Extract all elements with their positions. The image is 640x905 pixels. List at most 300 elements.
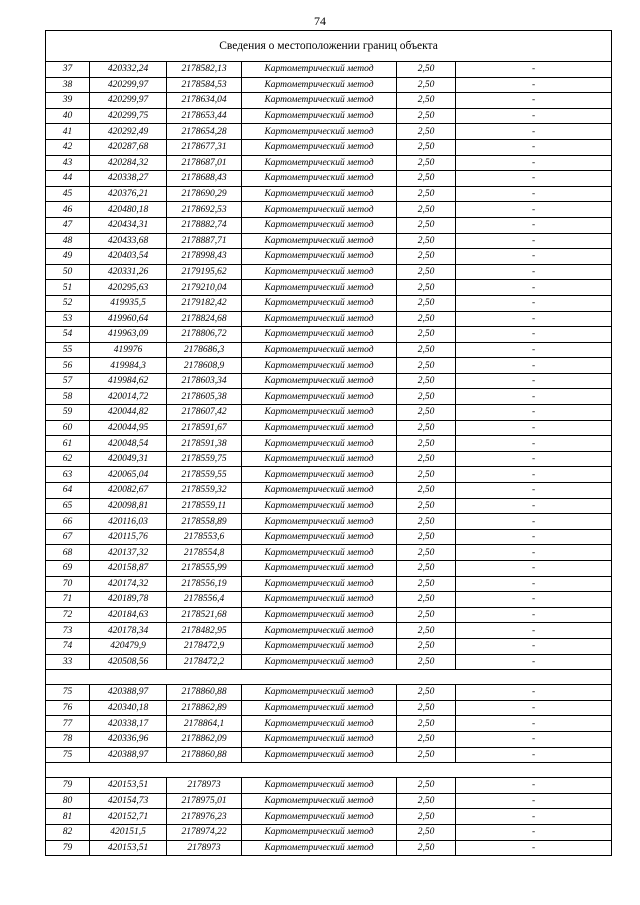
cell-point-number: 63	[46, 467, 90, 483]
cell-point-number: 41	[46, 124, 90, 140]
table-row	[46, 654, 612, 670]
cell-accuracy: 2,50	[397, 840, 456, 856]
table-title: Сведения о местоположении границ объекта	[46, 31, 612, 62]
cell-accuracy: 2,50	[397, 467, 456, 483]
cell-coord-x: 420014,72	[90, 389, 167, 405]
cell-description: -	[456, 186, 612, 202]
cell-coord-x: 420340,18	[90, 700, 167, 716]
table-row	[46, 62, 612, 78]
cell-description: -	[456, 233, 612, 249]
table-row	[46, 155, 612, 171]
cell-point-number: 67	[46, 529, 90, 545]
table-row	[46, 108, 612, 124]
cell-method: Картометрический метод	[242, 139, 397, 155]
cell-coord-y: 2178559,55	[167, 467, 242, 483]
cell-description: -	[456, 358, 612, 374]
cell-description: -	[456, 405, 612, 421]
cell-coord-y: 2178607,42	[167, 405, 242, 421]
cell-method: Картометрический метод	[242, 93, 397, 109]
cell-coord-x: 420287,68	[90, 139, 167, 155]
table-row	[46, 280, 612, 296]
cell-coord-y: 2178692,53	[167, 202, 242, 218]
cell-coord-y: 2178998,43	[167, 249, 242, 265]
cell-coord-x: 420151,5	[90, 824, 167, 840]
table-row	[46, 793, 612, 809]
cell-coord-y: 2178882,74	[167, 217, 242, 233]
cell-coord-y: 2178472,9	[167, 638, 242, 654]
cell-coord-x: 419963,09	[90, 327, 167, 343]
cell-method: Картометрический метод	[242, 747, 397, 763]
cell-description: -	[456, 436, 612, 452]
cell-description: -	[456, 716, 612, 732]
cell-accuracy: 2,50	[397, 623, 456, 639]
cell-point-number: 72	[46, 607, 90, 623]
cell-coord-x: 420044,95	[90, 420, 167, 436]
cell-accuracy: 2,50	[397, 280, 456, 296]
table-row	[46, 716, 612, 732]
cell-point-number: 78	[46, 731, 90, 747]
cell-description: -	[456, 124, 612, 140]
cell-method: Картометрический метод	[242, 405, 397, 421]
cell-coord-x: 420154,73	[90, 793, 167, 809]
cell-coord-x: 420338,17	[90, 716, 167, 732]
cell-method: Картометрический метод	[242, 186, 397, 202]
cell-coord-x: 419976	[90, 342, 167, 358]
cell-accuracy: 2,50	[397, 93, 456, 109]
cell-coord-x: 420299,97	[90, 77, 167, 93]
cell-coord-y: 2178608,9	[167, 358, 242, 374]
cell-description: -	[456, 311, 612, 327]
table-row	[46, 545, 612, 561]
cell-coord-x: 420336,96	[90, 731, 167, 747]
cell-coord-y: 2178975,01	[167, 793, 242, 809]
table-row	[46, 638, 612, 654]
table-row	[46, 249, 612, 265]
table-row	[46, 217, 612, 233]
boundary-table	[45, 30, 612, 856]
cell-coord-y: 2178558,89	[167, 514, 242, 530]
cell-accuracy: 2,50	[397, 358, 456, 374]
cell-point-number: 76	[46, 700, 90, 716]
cell-description: -	[456, 592, 612, 608]
table-row	[46, 747, 612, 763]
cell-coord-y: 2178559,32	[167, 483, 242, 499]
cell-coord-y: 2178521,68	[167, 607, 242, 623]
separator-cell	[242, 763, 397, 778]
cell-coord-y: 2179182,42	[167, 295, 242, 311]
cell-coord-y: 2178677,31	[167, 139, 242, 155]
table-row	[46, 77, 612, 93]
cell-coord-x: 420433,68	[90, 233, 167, 249]
cell-method: Картометрический метод	[242, 731, 397, 747]
cell-method: Картометрический метод	[242, 607, 397, 623]
cell-method: Картометрический метод	[242, 373, 397, 389]
cell-method: Картометрический метод	[242, 108, 397, 124]
table-row	[46, 623, 612, 639]
cell-description: -	[456, 793, 612, 809]
cell-description: -	[456, 155, 612, 171]
cell-accuracy: 2,50	[397, 295, 456, 311]
cell-coord-x: 420098,81	[90, 498, 167, 514]
cell-method: Картометрический метод	[242, 280, 397, 296]
cell-coord-y: 2178634,04	[167, 93, 242, 109]
table-row	[46, 529, 612, 545]
cell-point-number: 54	[46, 327, 90, 343]
cell-coord-y: 2178653,44	[167, 108, 242, 124]
cell-point-number: 69	[46, 561, 90, 577]
cell-accuracy: 2,50	[397, 233, 456, 249]
cell-method: Картометрический метод	[242, 420, 397, 436]
page-number: 74	[314, 14, 326, 28]
cell-coord-x: 419984,62	[90, 373, 167, 389]
cell-coord-x: 420403,54	[90, 249, 167, 265]
cell-method: Картометрический метод	[242, 311, 397, 327]
cell-coord-y: 2178976,23	[167, 809, 242, 825]
cell-accuracy: 2,50	[397, 451, 456, 467]
cell-point-number: 59	[46, 405, 90, 421]
table-row	[46, 327, 612, 343]
table-row	[46, 451, 612, 467]
group-separator-row	[46, 670, 612, 685]
table-row	[46, 295, 612, 311]
cell-description: -	[456, 93, 612, 109]
cell-coord-y: 2178555,99	[167, 561, 242, 577]
cell-method: Картометрический метод	[242, 809, 397, 825]
table-row	[46, 483, 612, 499]
cell-method: Картометрический метод	[242, 233, 397, 249]
cell-coord-x: 420292,49	[90, 124, 167, 140]
cell-description: -	[456, 62, 612, 78]
cell-coord-x: 419984,3	[90, 358, 167, 374]
cell-coord-y: 2178654,28	[167, 124, 242, 140]
cell-coord-x: 420299,75	[90, 108, 167, 124]
cell-coord-y: 2178973	[167, 778, 242, 794]
cell-point-number: 68	[46, 545, 90, 561]
separator-cell	[167, 763, 242, 778]
table-row	[46, 186, 612, 202]
cell-coord-x: 420082,67	[90, 483, 167, 499]
cell-accuracy: 2,50	[397, 202, 456, 218]
cell-accuracy: 2,50	[397, 731, 456, 747]
cell-point-number: 33	[46, 654, 90, 670]
separator-cell	[167, 670, 242, 685]
cell-coord-y: 2178591,67	[167, 420, 242, 436]
cell-point-number: 80	[46, 793, 90, 809]
cell-point-number: 75	[46, 747, 90, 763]
separator-cell	[397, 763, 456, 778]
cell-coord-x: 420338,27	[90, 171, 167, 187]
cell-description: -	[456, 483, 612, 499]
cell-coord-x: 420065,04	[90, 467, 167, 483]
cell-description: -	[456, 498, 612, 514]
cell-description: -	[456, 529, 612, 545]
table-row	[46, 592, 612, 608]
cell-point-number: 79	[46, 778, 90, 794]
separator-cell	[90, 763, 167, 778]
boundary-table-body	[46, 31, 612, 856]
cell-coord-y: 2178482,95	[167, 623, 242, 639]
cell-description: -	[456, 202, 612, 218]
cell-point-number: 39	[46, 93, 90, 109]
table-row	[46, 498, 612, 514]
table-row	[46, 124, 612, 140]
cell-description: -	[456, 607, 612, 623]
table-row	[46, 840, 612, 856]
cell-coord-y: 2178806,72	[167, 327, 242, 343]
cell-description: -	[456, 249, 612, 265]
cell-coord-x: 420049,31	[90, 451, 167, 467]
cell-coord-x: 420116,03	[90, 514, 167, 530]
cell-point-number: 82	[46, 824, 90, 840]
cell-description: -	[456, 623, 612, 639]
cell-point-number: 57	[46, 373, 90, 389]
cell-coord-y: 2178862,89	[167, 700, 242, 716]
cell-accuracy: 2,50	[397, 809, 456, 825]
cell-point-number: 47	[46, 217, 90, 233]
cell-accuracy: 2,50	[397, 155, 456, 171]
cell-method: Картометрический метод	[242, 451, 397, 467]
cell-coord-y: 2179210,04	[167, 280, 242, 296]
cell-accuracy: 2,50	[397, 716, 456, 732]
cell-coord-y: 2178974,22	[167, 824, 242, 840]
cell-point-number: 73	[46, 623, 90, 639]
table-row	[46, 436, 612, 452]
cell-point-number: 71	[46, 592, 90, 608]
cell-point-number: 60	[46, 420, 90, 436]
cell-coord-x: 420158,87	[90, 561, 167, 577]
cell-point-number: 64	[46, 483, 90, 499]
cell-coord-x: 420048,54	[90, 436, 167, 452]
cell-coord-x: 420299,97	[90, 93, 167, 109]
cell-point-number: 74	[46, 638, 90, 654]
cell-method: Картометрический метод	[242, 623, 397, 639]
cell-coord-x: 420115,76	[90, 529, 167, 545]
cell-coord-x: 420388,97	[90, 747, 167, 763]
cell-method: Картометрический метод	[242, 824, 397, 840]
cell-description: -	[456, 638, 612, 654]
cell-description: -	[456, 139, 612, 155]
table-row	[46, 389, 612, 405]
cell-coord-y: 2179195,62	[167, 264, 242, 280]
cell-method: Картометрический метод	[242, 249, 397, 265]
cell-description: -	[456, 373, 612, 389]
cell-description: -	[456, 545, 612, 561]
cell-accuracy: 2,50	[397, 77, 456, 93]
separator-cell	[46, 763, 90, 778]
table-row	[46, 700, 612, 716]
table-row	[46, 685, 612, 701]
cell-description: -	[456, 467, 612, 483]
cell-coord-x: 420178,34	[90, 623, 167, 639]
cell-description: -	[456, 451, 612, 467]
table-row	[46, 731, 612, 747]
cell-accuracy: 2,50	[397, 171, 456, 187]
cell-accuracy: 2,50	[397, 793, 456, 809]
cell-point-number: 46	[46, 202, 90, 218]
cell-description: -	[456, 342, 612, 358]
cell-method: Картометрический метод	[242, 467, 397, 483]
cell-coord-x: 419935,5	[90, 295, 167, 311]
cell-point-number: 38	[46, 77, 90, 93]
cell-description: -	[456, 747, 612, 763]
cell-coord-y: 2178559,75	[167, 451, 242, 467]
cell-method: Картометрический метод	[242, 498, 397, 514]
table-row	[46, 93, 612, 109]
cell-description: -	[456, 389, 612, 405]
cell-coord-x: 420174,32	[90, 576, 167, 592]
cell-accuracy: 2,50	[397, 576, 456, 592]
cell-method: Картометрический метод	[242, 327, 397, 343]
cell-accuracy: 2,50	[397, 545, 456, 561]
cell-method: Картометрический метод	[242, 685, 397, 701]
cell-description: -	[456, 654, 612, 670]
cell-coord-y: 2178864,1	[167, 716, 242, 732]
cell-coord-y: 2178605,38	[167, 389, 242, 405]
cell-point-number: 65	[46, 498, 90, 514]
cell-method: Картометрический метод	[242, 700, 397, 716]
cell-accuracy: 2,50	[397, 186, 456, 202]
cell-description: -	[456, 700, 612, 716]
cell-point-number: 56	[46, 358, 90, 374]
separator-cell	[242, 670, 397, 685]
group-separator-row	[46, 763, 612, 778]
cell-method: Картометрический метод	[242, 545, 397, 561]
cell-point-number: 53	[46, 311, 90, 327]
cell-coord-y: 2178472,2	[167, 654, 242, 670]
cell-description: -	[456, 280, 612, 296]
cell-accuracy: 2,50	[397, 124, 456, 140]
separator-cell	[46, 670, 90, 685]
cell-method: Картометрический метод	[242, 483, 397, 499]
table-row	[46, 373, 612, 389]
cell-accuracy: 2,50	[397, 249, 456, 265]
cell-coord-x: 420044,82	[90, 405, 167, 421]
cell-point-number: 81	[46, 809, 90, 825]
cell-method: Картометрический метод	[242, 778, 397, 794]
cell-method: Картометрический метод	[242, 793, 397, 809]
cell-method: Картометрический метод	[242, 561, 397, 577]
cell-accuracy: 2,50	[397, 389, 456, 405]
cell-description: -	[456, 77, 612, 93]
cell-coord-x: 420152,71	[90, 809, 167, 825]
table-row	[46, 824, 612, 840]
cell-point-number: 42	[46, 139, 90, 155]
cell-accuracy: 2,50	[397, 638, 456, 654]
table-row	[46, 607, 612, 623]
cell-description: -	[456, 108, 612, 124]
cell-coord-y: 2178591,38	[167, 436, 242, 452]
cell-coord-y: 2178690,29	[167, 186, 242, 202]
cell-method: Картометрический метод	[242, 62, 397, 78]
cell-point-number: 40	[46, 108, 90, 124]
cell-coord-y: 2178582,13	[167, 62, 242, 78]
cell-method: Картометрический метод	[242, 716, 397, 732]
cell-accuracy: 2,50	[397, 529, 456, 545]
cell-coord-y: 2178584,53	[167, 77, 242, 93]
cell-coord-y: 2178556,19	[167, 576, 242, 592]
cell-method: Картометрический метод	[242, 654, 397, 670]
cell-accuracy: 2,50	[397, 700, 456, 716]
cell-coord-x: 420479,9	[90, 638, 167, 654]
table-row	[46, 342, 612, 358]
cell-point-number: 50	[46, 264, 90, 280]
cell-method: Картометрический метод	[242, 840, 397, 856]
separator-cell	[397, 670, 456, 685]
cell-method: Картометрический метод	[242, 514, 397, 530]
cell-method: Картометрический метод	[242, 576, 397, 592]
cell-point-number: 51	[46, 280, 90, 296]
cell-accuracy: 2,50	[397, 436, 456, 452]
cell-coord-x: 420153,51	[90, 840, 167, 856]
table-row	[46, 561, 612, 577]
table-row	[46, 809, 612, 825]
cell-coord-x: 420331,26	[90, 264, 167, 280]
cell-description: -	[456, 264, 612, 280]
cell-accuracy: 2,50	[397, 139, 456, 155]
table-row	[46, 233, 612, 249]
cell-point-number: 58	[46, 389, 90, 405]
cell-accuracy: 2,50	[397, 561, 456, 577]
cell-coord-y: 2178887,71	[167, 233, 242, 249]
cell-point-number: 61	[46, 436, 90, 452]
cell-accuracy: 2,50	[397, 778, 456, 794]
cell-coord-y: 2178824,68	[167, 311, 242, 327]
cell-coord-x: 420480,18	[90, 202, 167, 218]
cell-coord-y: 2178862,09	[167, 731, 242, 747]
table-row	[46, 405, 612, 421]
cell-description: -	[456, 217, 612, 233]
table-row	[46, 778, 612, 794]
cell-point-number: 43	[46, 155, 90, 171]
cell-method: Картометрический метод	[242, 436, 397, 452]
cell-accuracy: 2,50	[397, 747, 456, 763]
cell-method: Картометрический метод	[242, 217, 397, 233]
cell-point-number: 49	[46, 249, 90, 265]
table-row	[46, 202, 612, 218]
cell-method: Картометрический метод	[242, 389, 397, 405]
cell-coord-x: 420434,31	[90, 217, 167, 233]
cell-description: -	[456, 295, 612, 311]
table-row	[46, 467, 612, 483]
cell-method: Картометрический метод	[242, 529, 397, 545]
cell-description: -	[456, 778, 612, 794]
cell-description: -	[456, 840, 612, 856]
cell-description: -	[456, 809, 612, 825]
cell-coord-x: 420189,78	[90, 592, 167, 608]
cell-point-number: 44	[46, 171, 90, 187]
cell-point-number: 66	[46, 514, 90, 530]
cell-coord-x: 420295,63	[90, 280, 167, 296]
cell-coord-y: 2178860,88	[167, 685, 242, 701]
cell-coord-x: 420376,21	[90, 186, 167, 202]
boundary-table-container	[45, 30, 611, 856]
cell-accuracy: 2,50	[397, 108, 456, 124]
cell-description: -	[456, 824, 612, 840]
cell-accuracy: 2,50	[397, 514, 456, 530]
cell-point-number: 70	[46, 576, 90, 592]
table-row	[46, 576, 612, 592]
cell-point-number: 45	[46, 186, 90, 202]
cell-accuracy: 2,50	[397, 592, 456, 608]
cell-coord-x: 419960,64	[90, 311, 167, 327]
table-row	[46, 264, 612, 280]
cell-point-number: 75	[46, 685, 90, 701]
cell-description: -	[456, 327, 612, 343]
cell-point-number: 55	[46, 342, 90, 358]
cell-method: Картометрический метод	[242, 592, 397, 608]
cell-accuracy: 2,50	[397, 498, 456, 514]
cell-point-number: 48	[46, 233, 90, 249]
